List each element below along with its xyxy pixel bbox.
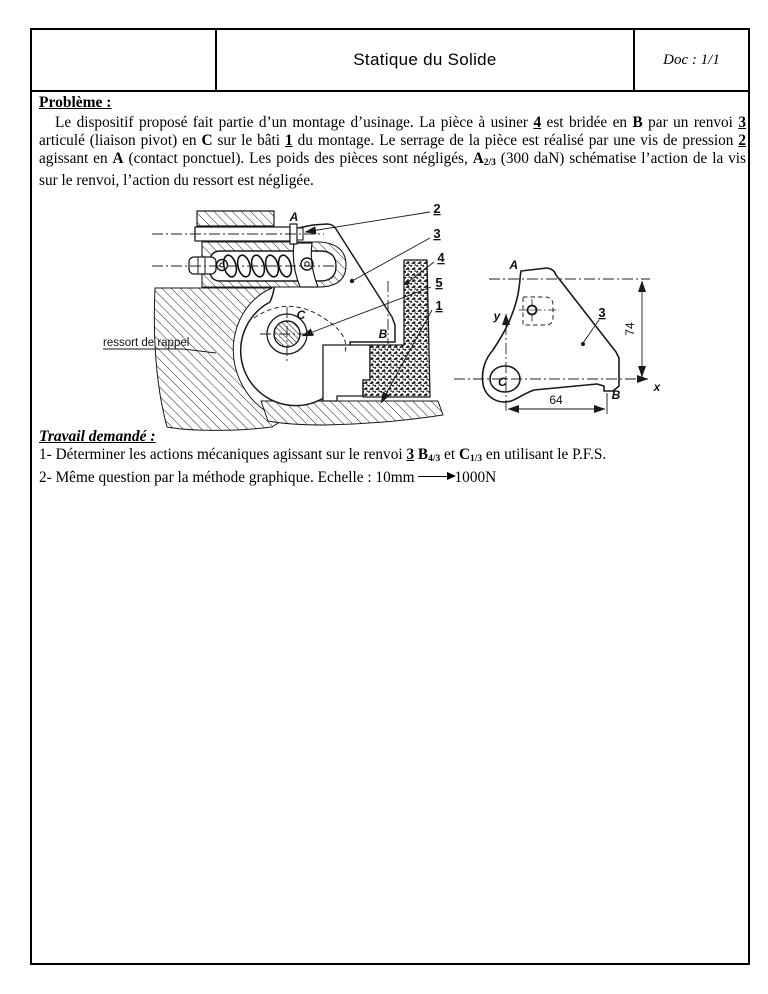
part-number-1-label: 1 <box>435 298 443 313</box>
part-number-2-label: 2 <box>433 201 441 216</box>
part-number-4-label: 4 <box>437 250 445 265</box>
header-table <box>32 30 748 92</box>
axis-x-label: x <box>653 380 661 394</box>
figure-area <box>32 192 750 438</box>
text-segment: Le dispositif proposé fait partie d’un montage d’usinage. La pièce à usiner <box>55 114 534 131</box>
doc-ref: Doc : 1/1 <box>633 30 748 90</box>
frame-top-block <box>197 211 274 226</box>
axis-y-label: y <box>493 309 501 323</box>
travail-item-2 <box>39 469 746 487</box>
spring-guide-rod <box>189 257 216 274</box>
part-number-3-label: 3 <box>433 226 441 241</box>
scale-arrow-icon <box>418 476 454 477</box>
text-segment: 4 <box>533 114 542 131</box>
text-segment: (300 daN) schématise l’action de la vis sur le renvoi, l’action du ressort est négligée. <box>39 150 747 190</box>
text-segment: 4/3 <box>428 454 441 465</box>
text-segment: B <box>632 114 643 131</box>
right-view-drawing <box>454 258 662 414</box>
point-b-label-left: B <box>378 327 388 341</box>
text-segment: en utilisant le P.F.S. <box>482 446 607 463</box>
text-segment: agissant en <box>39 150 113 167</box>
part-number-5-label: 5 <box>435 275 443 290</box>
point-c-label-left: C <box>296 308 306 322</box>
mechanism-figure <box>32 192 750 438</box>
header-empty-cell <box>32 30 217 90</box>
text-segment: 3 <box>406 446 415 463</box>
document-title: Statique du Solide <box>353 50 497 69</box>
point-a-label-right: A <box>509 258 518 272</box>
travail-heading: Travail demandé : <box>39 428 156 445</box>
dimension-lines <box>508 281 642 414</box>
text-segment: par un renvoi <box>642 114 739 131</box>
text-segment: B <box>417 446 429 463</box>
dim-74-label: 74 <box>623 322 637 336</box>
text-segment: du montage. Le serrage de la pièce est réalisé par une vis de pression <box>292 132 739 149</box>
problem-paragraph <box>39 114 746 190</box>
problem-section <box>39 94 746 190</box>
problem-heading: Problème : <box>39 94 112 111</box>
text-segment: A <box>112 150 124 167</box>
text-segment: 1000N <box>454 468 497 486</box>
text-segment: 1/3 <box>470 454 483 465</box>
dim-64-label: 64 <box>549 393 563 407</box>
travail-item-1 <box>39 446 746 469</box>
left-view-drawing <box>103 201 445 430</box>
text-segment: et <box>440 446 459 463</box>
text-segment: 2- Même question par la méthode graphique. Echelle : 10mm <box>39 468 415 486</box>
text-segment: 2/3 <box>483 158 496 169</box>
point-b-label-right: B <box>611 388 621 402</box>
document-frame <box>30 28 750 965</box>
text-segment: 1- Déterminer les actions mécaniques agissant sur le renvoi <box>39 446 407 463</box>
text-segment: 1 <box>284 132 293 149</box>
text-segment: 3 <box>738 114 746 131</box>
part-3-leader-dot <box>581 342 585 346</box>
part-number-3-right-label: 3 <box>598 305 606 320</box>
text-segment: sur le bâti <box>212 132 285 149</box>
travail-section <box>39 428 746 486</box>
axes <box>454 279 650 411</box>
point-c-label-right: C <box>498 375 507 389</box>
text-segment: (contact ponctuel). Les poids des pièces sont négligés, <box>123 150 473 167</box>
return-spring-label: ressort de rappel <box>103 337 190 349</box>
text-segment: articulé (liaison pivot) en <box>39 132 202 149</box>
text-segment: 2 <box>738 132 746 149</box>
text-segment: A <box>472 150 484 167</box>
text-segment: C <box>458 446 470 463</box>
part-3-leader <box>583 320 599 343</box>
text-segment: est bridée en <box>541 114 633 131</box>
text-segment: C <box>201 132 213 149</box>
point-a-label-left: A <box>289 210 299 224</box>
